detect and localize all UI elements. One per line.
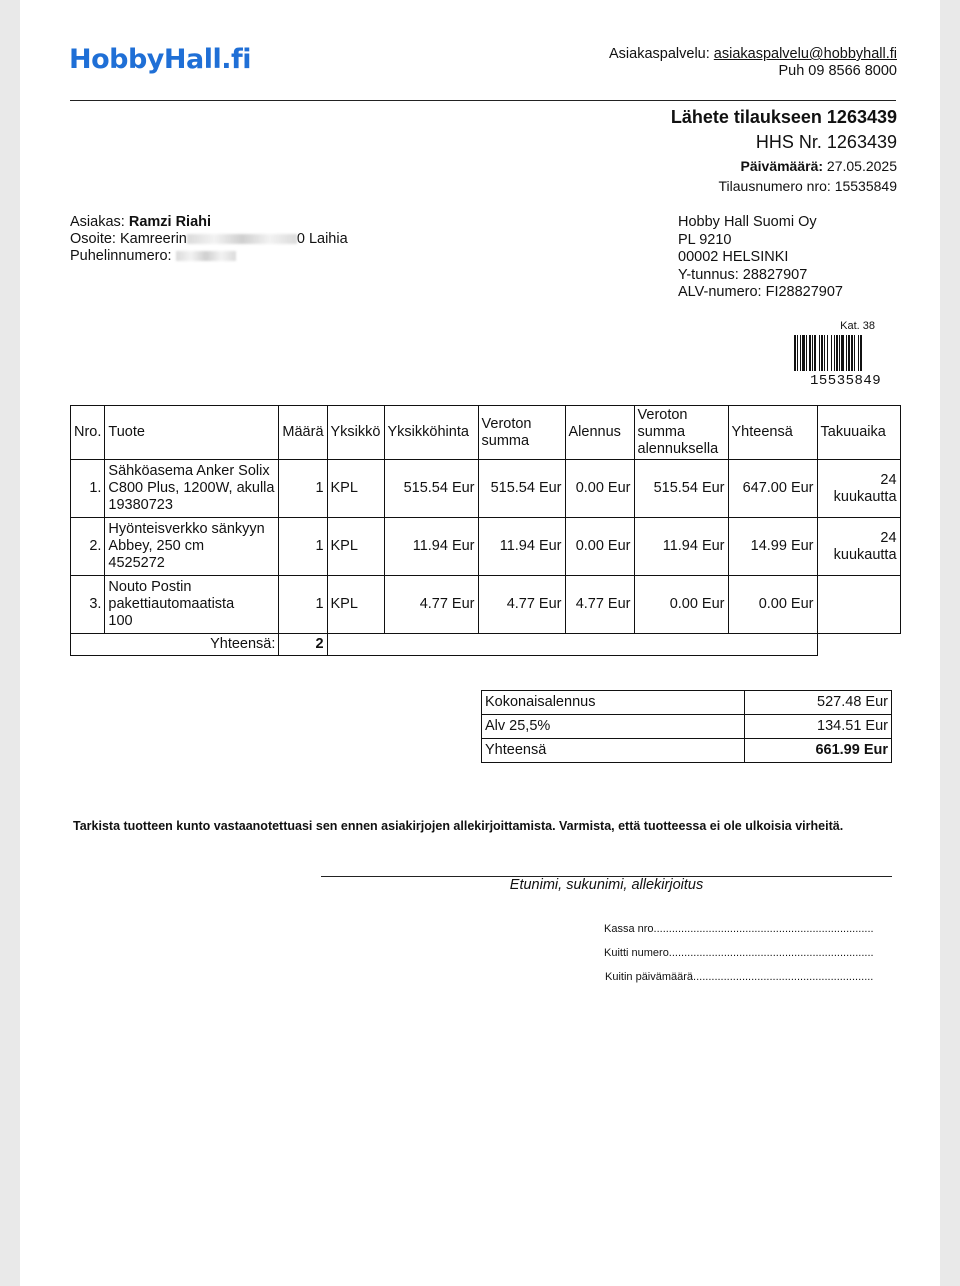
row-total: 0.00 Eur — [728, 576, 817, 634]
company-box: PL 9210 — [678, 231, 732, 248]
col-alennus: Alennus — [565, 406, 634, 460]
row-net: 11.94 Eur — [478, 518, 565, 576]
kassa-field: Kassa nro........................................................................ — [604, 923, 874, 935]
table-row — [71, 518, 901, 576]
table-total-row — [71, 634, 901, 656]
totals-row — [482, 739, 892, 763]
customer-name: Ramzi Riahi — [128, 214, 212, 230]
row-net: 515.54 Eur — [478, 460, 565, 518]
col-yksikkohinta: Yksikköhinta — [384, 406, 478, 460]
row-unit: KPL — [327, 460, 384, 518]
address-start: Kamreerin — [119, 231, 187, 247]
total-empty — [327, 634, 817, 656]
company-block — [678, 214, 843, 302]
row-warranty: 24 kuukautta — [817, 460, 900, 518]
customer-block — [70, 214, 348, 265]
row-net: 4.77 Eur — [478, 576, 565, 634]
col-yhteensa: Yhteensä — [728, 406, 817, 460]
totals-row — [482, 691, 892, 715]
row-nro: 2. — [71, 518, 105, 576]
row-unit-price: 4.77 Eur — [384, 576, 478, 634]
row-nro: 1. — [71, 460, 105, 518]
row-unit-price: 515.54 Eur — [384, 460, 478, 518]
col-yksikko: Yksikkö — [327, 406, 384, 460]
row-unit-price: 11.94 Eur — [384, 518, 478, 576]
row-product: Nouto Postin pakettiautomaatista 100 — [105, 576, 279, 634]
customer-service-label: Asiakaspalvelu: — [609, 46, 710, 62]
redacted-phone — [176, 251, 236, 261]
row-nro: 3. — [71, 576, 105, 634]
col-maara: Määrä — [279, 406, 327, 460]
kuitti-field: Kuitti numero................................................................... — [604, 947, 874, 959]
row-qty: 1 — [279, 518, 327, 576]
col-veroton: Veroton summa — [478, 406, 565, 460]
row-warranty — [817, 576, 900, 634]
totals-label: Yhteensä — [482, 739, 745, 763]
address-end: 0 Laihia — [296, 231, 348, 247]
row-qty: 1 — [279, 460, 327, 518]
hhs-number: HHS Nr. 1263439 — [755, 132, 897, 152]
row-net-discounted: 515.54 Eur — [634, 460, 728, 518]
title-block — [671, 106, 897, 196]
col-veroton-alennuksella: Veroton summa alennuksella — [634, 406, 728, 460]
totals-label: Kokonaisalennus — [482, 691, 745, 715]
customer-service-email-link[interactable]: asiakaspalvelu@hobbyhall.fi — [713, 46, 897, 62]
phone-label: Puhelinnumero: — [70, 248, 172, 264]
totals-row — [482, 715, 892, 739]
company-alv: ALV-numero: FI28827907 — [678, 284, 843, 300]
kat-label: Kat. 38 — [840, 320, 875, 332]
barcode-number: 15535849 — [810, 373, 882, 389]
totals-label: Alv 25,5% — [482, 715, 745, 739]
kuitin-paiva-field: Kuitin päivämäärä........................................................... — [605, 971, 874, 983]
row-net-discounted: 0.00 Eur — [634, 576, 728, 634]
signature-label: Etunimi, sukunimi, allekirjoitus — [509, 877, 704, 893]
customer-name-label: Asiakas: — [70, 214, 125, 230]
row-net-discounted: 11.94 Eur — [634, 518, 728, 576]
row-unit: KPL — [327, 576, 384, 634]
total-qty: 2 — [279, 634, 327, 656]
hobbyhall-logo: HobbyHall.fi — [69, 44, 251, 75]
totals-table — [481, 690, 892, 763]
totals-value: 661.99 Eur — [745, 739, 892, 763]
col-tuote: Tuote — [105, 406, 279, 460]
col-takuu: Takuuaika — [817, 406, 900, 460]
row-product: Sähköasema Anker Solix C800 Plus, 1200W, akulla 19380723 — [105, 460, 279, 518]
order-number: Tilausnumero nro: 15535849 — [718, 178, 897, 194]
header-divider — [70, 100, 896, 101]
row-unit: KPL — [327, 518, 384, 576]
shipment-title: Lähete tilaukseen 1263439 — [670, 107, 897, 127]
row-total: 647.00 Eur — [728, 460, 817, 518]
company-ytunnus: Y-tunnus: 28827907 — [678, 266, 808, 283]
totals-value: 134.51 Eur — [745, 715, 892, 739]
company-city: 00002 HELSINKI — [678, 249, 789, 265]
customer-service-block — [609, 46, 897, 80]
row-total: 14.99 Eur — [728, 518, 817, 576]
table-row — [71, 460, 901, 518]
address-label: Osoite: — [70, 231, 116, 247]
row-qty: 1 — [279, 576, 327, 634]
phone-number: Puh 09 8566 8000 — [778, 63, 897, 79]
row-discount: 4.77 Eur — [565, 576, 634, 634]
row-product: Hyönteisverkko sänkyyn Abbey, 250 cm 4525272 — [105, 518, 279, 576]
document-page — [20, 0, 940, 1286]
row-discount: 0.00 Eur — [565, 460, 634, 518]
totals-value: 527.48 Eur — [745, 691, 892, 715]
items-table — [70, 405, 901, 656]
date-label: Päivämäärä: — [740, 158, 824, 174]
inspection-note: Tarkista tuotteen kunto vastaanotettuasi sen ennen asiakirjojen allekirjoittamista. Varmista, että tuotteessa ei ole ulkoisia virheitä. — [73, 819, 844, 833]
barcode-image — [794, 335, 896, 371]
company-name: Hobby Hall Suomi Oy — [678, 214, 817, 230]
col-nro: Nro. — [71, 406, 105, 460]
table-row — [71, 576, 901, 634]
date-value: 27.05.2025 — [826, 158, 897, 174]
row-warranty: 24 kuukautta — [817, 518, 900, 576]
row-discount: 0.00 Eur — [565, 518, 634, 576]
total-label: Yhteensä: — [71, 634, 279, 656]
date-line — [671, 156, 897, 176]
redacted-address — [187, 234, 297, 244]
